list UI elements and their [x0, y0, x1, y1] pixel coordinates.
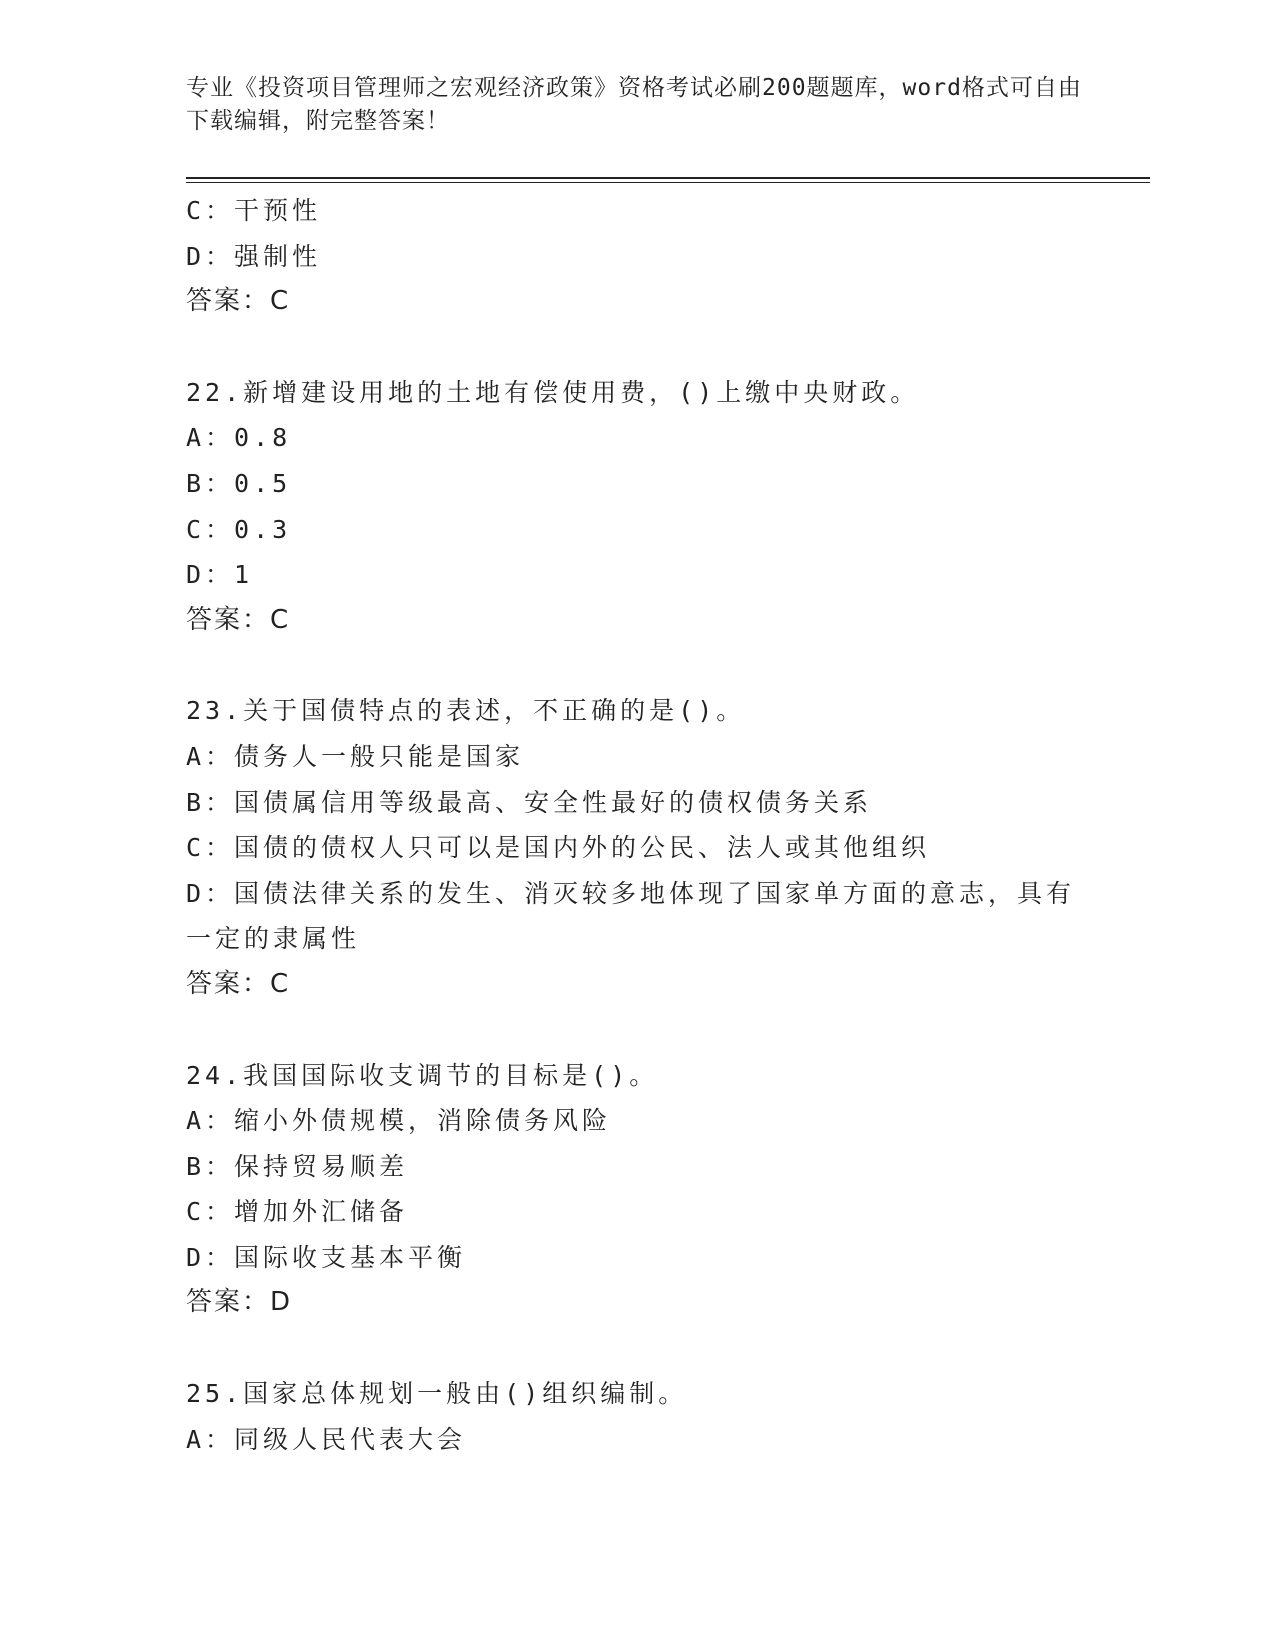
answer-line: 答案：C: [186, 604, 291, 635]
question-block-25: [186, 1371, 1076, 1462]
page-header-title: 专业《投资项目管理师之宏观经济政策》资格考试必刷200题题库，word格式可自由下载编辑，附完整答案！: [186, 75, 1082, 134]
option-c: C：0.3: [186, 514, 292, 544]
question-stem: 23.关于国债特点的表述，不正确的是()。: [186, 696, 746, 726]
question-stem: 22.新增建设用地的土地有偿使用费，()上缴中央财政。: [186, 377, 920, 407]
answer-line: 答案：C: [186, 968, 291, 999]
option-b: B：保持贸易顺差: [186, 1151, 409, 1181]
option-d: D：强制性: [186, 241, 322, 271]
option-c: C：增加外汇储备: [186, 1197, 409, 1227]
option-a: A：缩小外债规模，消除债务风险: [186, 1106, 612, 1136]
question-block-22: [186, 370, 1076, 644]
question-block-24: [186, 1053, 1076, 1327]
option-d: D：国际收支基本平衡: [186, 1242, 467, 1272]
answer-line: 答案：C: [186, 286, 291, 317]
option-a: A：0.8: [186, 423, 292, 453]
option-b: B：0.5: [186, 468, 292, 498]
spacer: [186, 643, 1076, 688]
spacer: [186, 1008, 1076, 1053]
spacer: [186, 325, 1076, 370]
question-block-21: [186, 188, 1076, 325]
spacer: [186, 1326, 1076, 1371]
option-c: C：国债的债权人只可以是国内外的公民、法人或其他组织: [186, 833, 931, 863]
question-stem: 25.国家总体规划一般由()组织编制。: [186, 1379, 688, 1409]
option-d: D：1: [186, 560, 254, 590]
question-stem: 24.我国国际收支调节的目标是()。: [186, 1060, 659, 1090]
header-rule-thick: [186, 177, 1150, 179]
option-a: A：同级人民代表大会: [186, 1424, 467, 1454]
option-c: C：干预性: [186, 196, 322, 225]
question-content: [186, 188, 1076, 1462]
header-rule-thin: [186, 182, 1150, 183]
question-block-23: [186, 688, 1076, 1007]
answer-line: 答案：D: [186, 1287, 293, 1318]
option-d: D：国债法律关系的发生、消灭较多地体现了国家单方面的意志，具有一定的隶属性: [186, 878, 1076, 954]
option-b: B：国债属信用等级最高、安全性最好的债权债务关系: [186, 787, 873, 817]
option-a: A：债务人一般只能是国家: [186, 741, 525, 771]
